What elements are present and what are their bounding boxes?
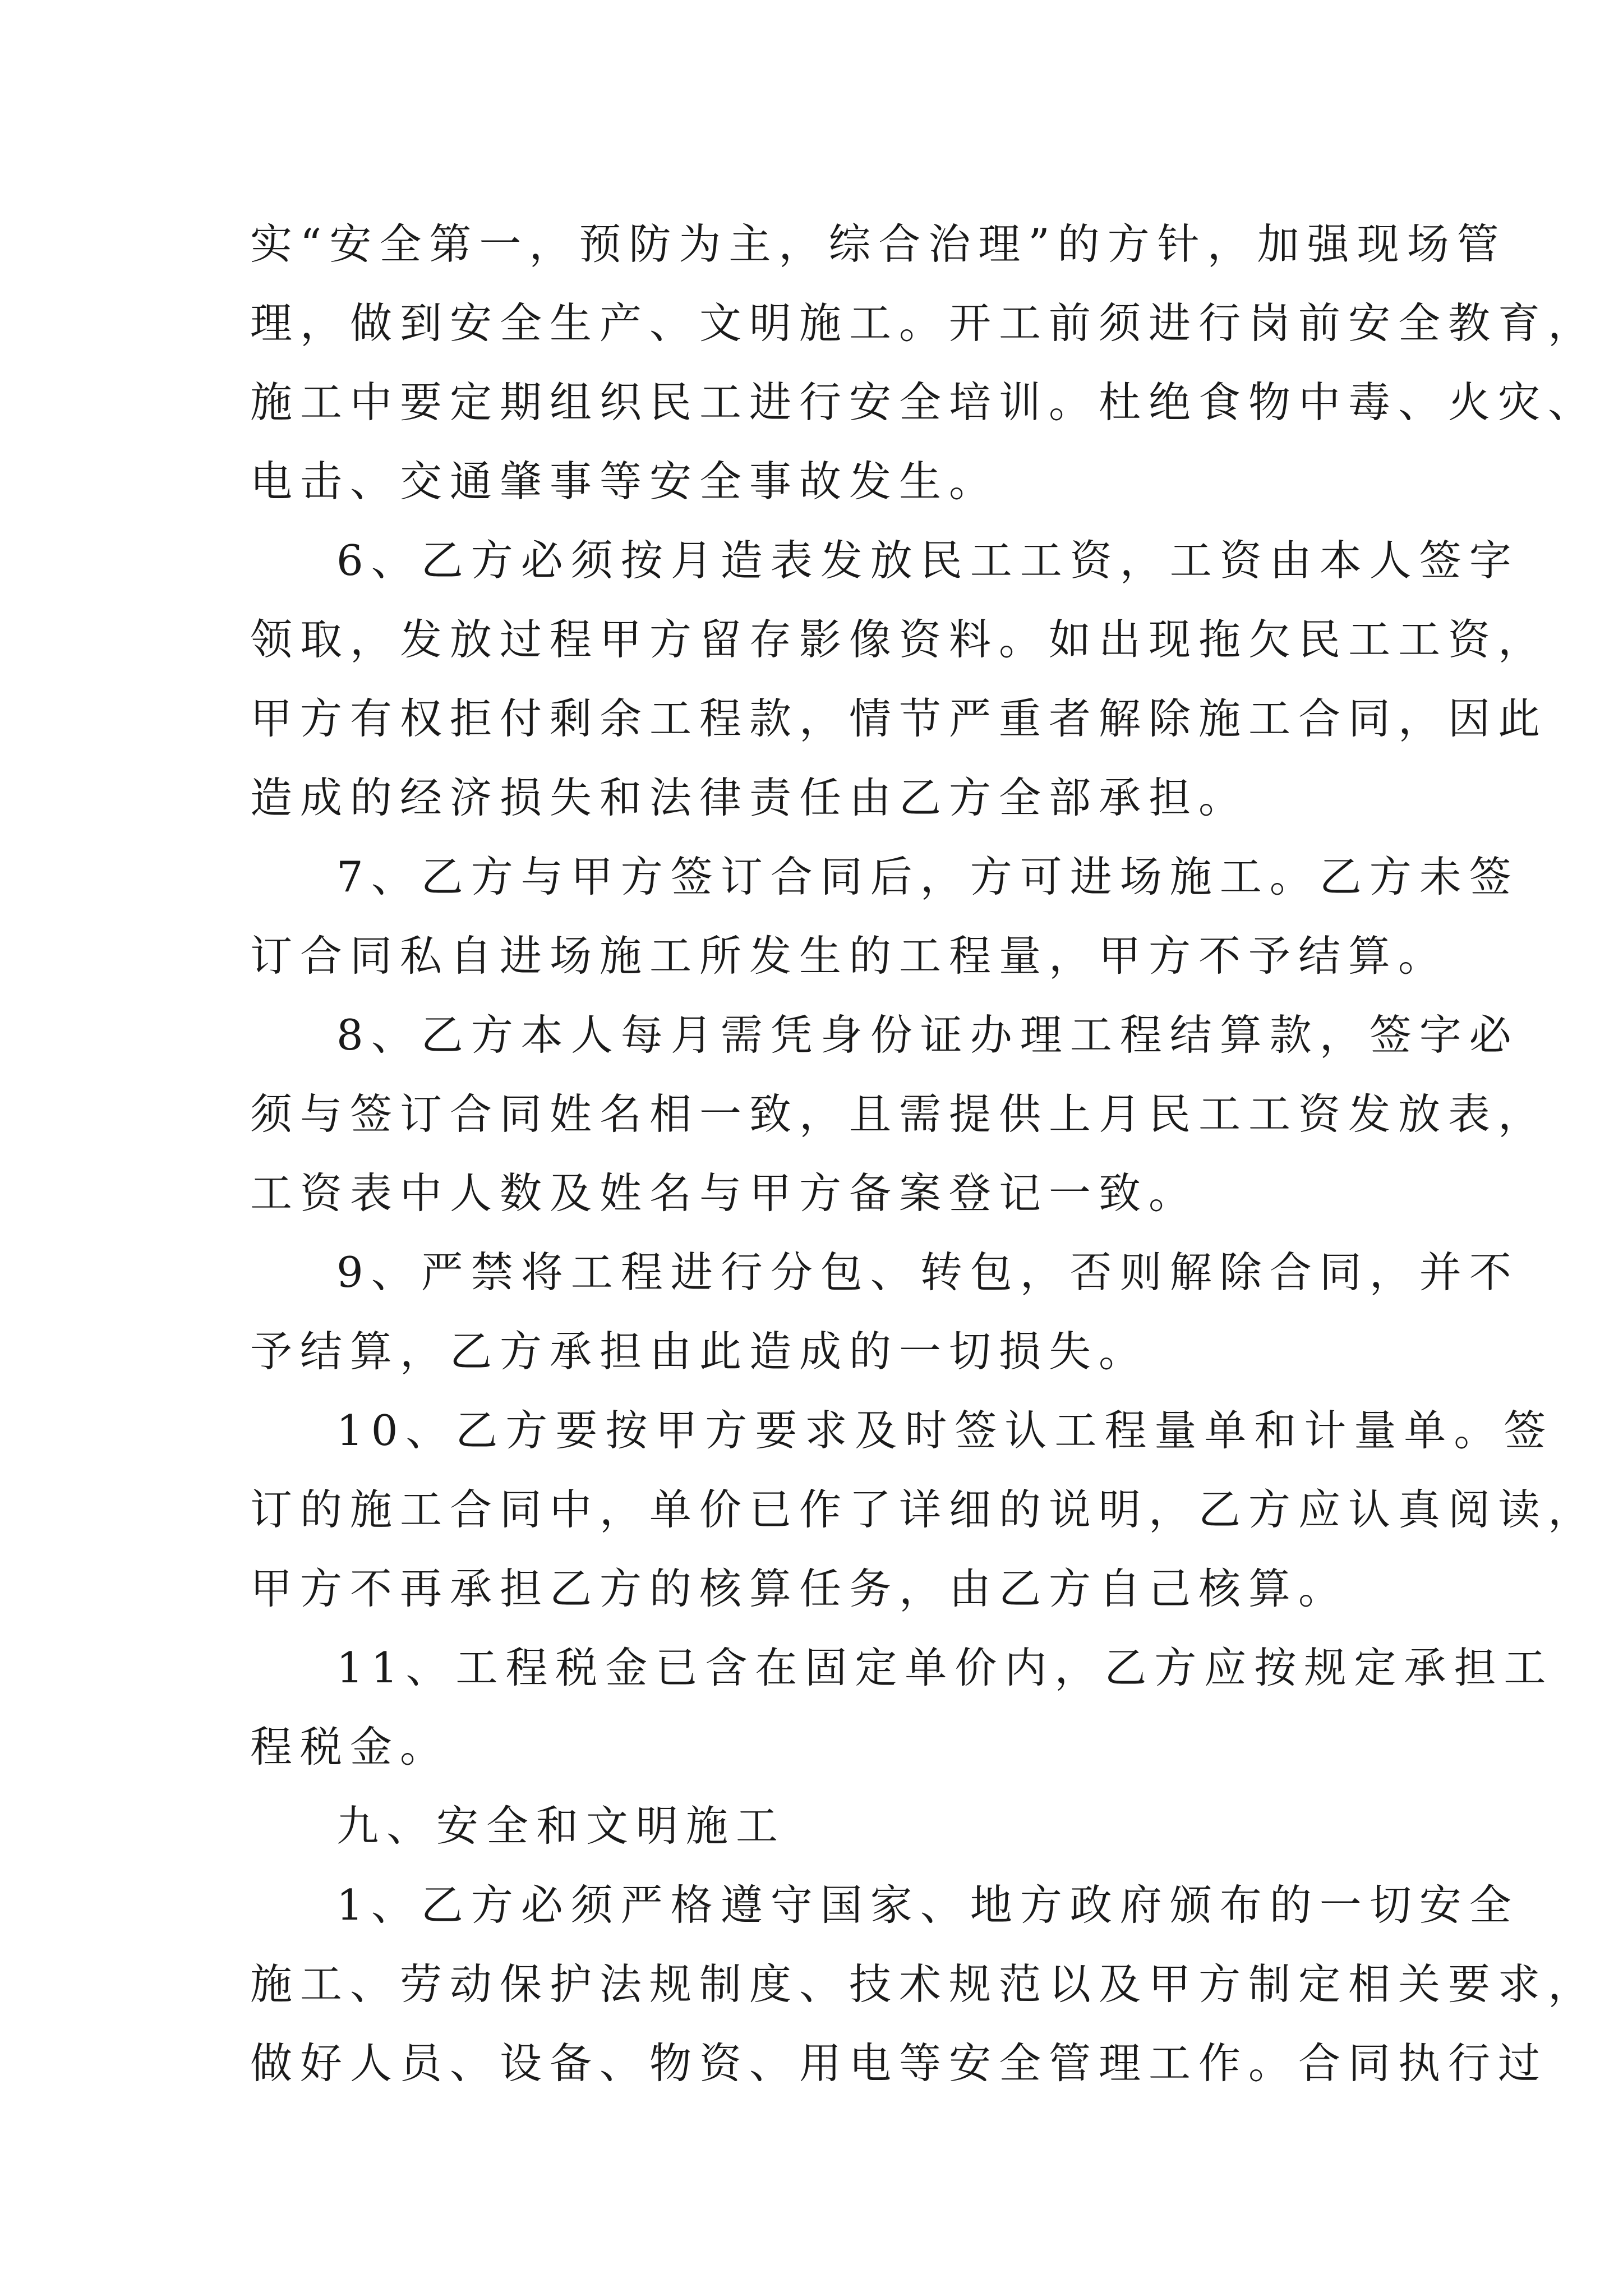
text-line: 甲方不再承担乙方的核算任务，由乙方自己核算。 <box>250 1564 1349 1613</box>
text-line: 实“安全第一，预防为主，综合治理”的方针，加强现场管 <box>250 219 1507 269</box>
text-line: 电击、交通肇事等安全事故发生。 <box>250 457 999 506</box>
text-line: 1、乙方必须严格遵守国家、地方政府颁布的一切安全 <box>336 1880 1519 1930</box>
text-line: 9、严禁将工程进行分包、转包，否则解除合同，并不 <box>336 1248 1519 1297</box>
text-line: 须与签订合同姓名相一致，且需提供上月民工工资发放表， <box>250 1089 1548 1139</box>
text-line: 订的施工合同中，单价已作了详细的说明，乙方应认真阅读， <box>250 1485 1598 1534</box>
text-line: 予结算，乙方承担由此造成的一切损失。 <box>250 1327 1149 1376</box>
text-line: 工资表中人数及姓名与甲方备案登记一致。 <box>250 1168 1199 1218</box>
text-line: 造成的经济损失和法律责任由乙方全部承担。 <box>250 773 1249 822</box>
text-line: 理，做到安全生产、文明施工。开工前须进行岗前安全教育， <box>250 298 1598 348</box>
text-line: 甲方有权拒付剩余工程款，情节严重者解除施工合同，因此 <box>250 694 1548 743</box>
text-line: 程税金。 <box>250 1722 450 1772</box>
text-line: 7、乙方与甲方签订合同后，方可进场施工。乙方未签 <box>336 852 1519 901</box>
text-line: 领取，发放过程甲方留存影像资料。如出现拖欠民工工资， <box>250 615 1548 664</box>
text-line: 施工、劳动保护法规制度、技术规范以及甲方制定相关要求， <box>250 1959 1598 2009</box>
text-line: 施工中要定期组织民工进行安全培训。杜绝食物中毒、火灾、 <box>250 378 1598 427</box>
text-line: 8、乙方本人每月需凭身份证办理工程结算款，签字必 <box>336 1010 1519 1060</box>
text-line: 订合同私自进场施工所发生的工程量，甲方不予结算。 <box>250 931 1449 981</box>
text-line: 10、乙方要按甲方要求及时签认工程量单和计量单。签 <box>336 1406 1554 1455</box>
text-line: 11、工程税金已含在固定单价内，乙方应按规定承担工 <box>336 1643 1554 1692</box>
section-heading: 九、安全和文明施工 <box>336 1801 786 1851</box>
text-line: 6、乙方必须按月造表发放民工工资，工资由本人签字 <box>336 536 1519 585</box>
text-line: 做好人员、设备、物资、用电等安全管理工作。合同执行过 <box>250 2039 1548 2088</box>
